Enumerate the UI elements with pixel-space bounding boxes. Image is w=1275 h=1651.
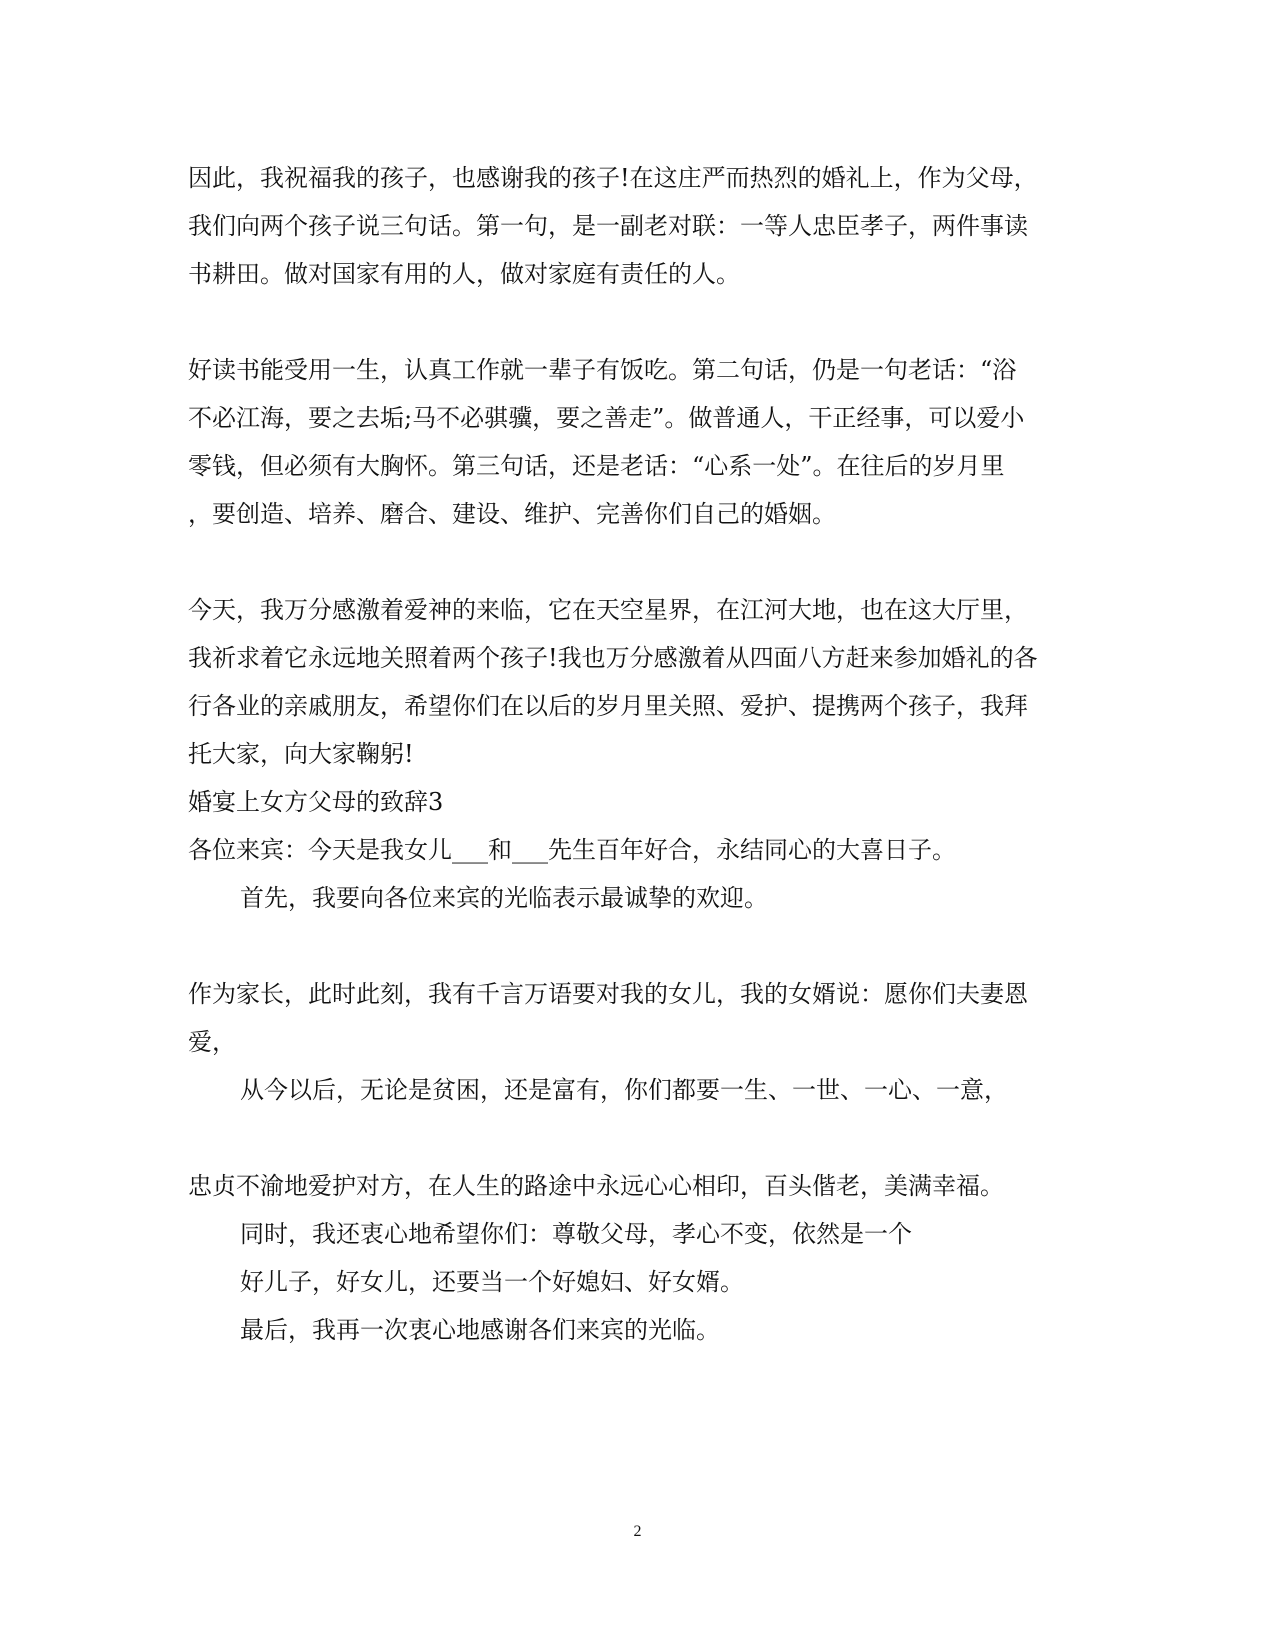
text-line: 好读书能受用一生，认真工作就一辈子有饭吃。第二句话，仍是一句老话：“浴: [188, 356, 1017, 384]
text-line: 最后，我再一次衷心地感谢各们来宾的光临。: [240, 1316, 720, 1344]
text-line: ，要创造、培养、磨合、建设、维护、完善你们自己的婚姻。: [188, 500, 836, 528]
text-line: 首先，我要向各位来宾的光临表示最诚挚的欢迎。: [240, 884, 768, 912]
text-line: 零钱，但必须有大胸怀。第三句话，还是老话：“心系一处”。在往后的岁月里: [188, 452, 1005, 480]
section-heading: 婚宴上女方父母的致辞3: [188, 788, 444, 816]
text-line: 忠贞不渝地爱护对方，在人生的路途中永远心心相印，百头偕老，美满幸福。: [188, 1172, 1004, 1200]
text-line: 各位来宾：今天是我女儿___和___先生百年好合，永结同心的大喜日子。: [188, 836, 956, 864]
text-line: 因此，我祝福我的孩子，也感谢我的孩子!在这庄严而热烈的婚礼上，作为父母，: [188, 164, 1038, 192]
text-line: 不必江海，要之去垢;马不必骐骥，要之善走”。做普通人，干正经事，可以爱小: [188, 404, 1025, 432]
page-number: 2: [633, 1523, 642, 1540]
text-line: 爱，: [188, 1028, 236, 1056]
text-line: 今天，我万分感激着爱神的来临，它在天空星界，在江河大地，也在这大厅里，: [188, 596, 1028, 624]
text-line: 托大家，向大家鞠躬!: [188, 740, 414, 768]
text-line: 好儿子，好女儿，还要当一个好媳妇、好女婿。: [240, 1268, 744, 1296]
text-line: 我们向两个孩子说三句话。第一句，是一副老对联：一等人忠臣孝子，两件事读: [188, 212, 1028, 240]
text-line: 行各业的亲戚朋友，希望你们在以后的岁月里关照、爱护、提携两个孩子，我拜: [188, 692, 1028, 720]
text-line: 同时，我还衷心地希望你们：尊敬父母，孝心不变，依然是一个: [240, 1220, 912, 1248]
text-line: 作为家长，此时此刻，我有千言万语要对我的女儿，我的女婿说：愿你们夫妻恩: [188, 980, 1028, 1008]
text-line: 书耕田。做对国家有用的人，做对家庭有责任的人。: [188, 260, 740, 288]
text-line: 从今以后，无论是贫困，还是富有，你们都要一生、一世、一心、一意，: [240, 1076, 1008, 1104]
text-line: 我祈求着它永远地关照着两个孩子!我也万分感激着从四面八方赶来参加婚礼的各: [188, 644, 1038, 672]
